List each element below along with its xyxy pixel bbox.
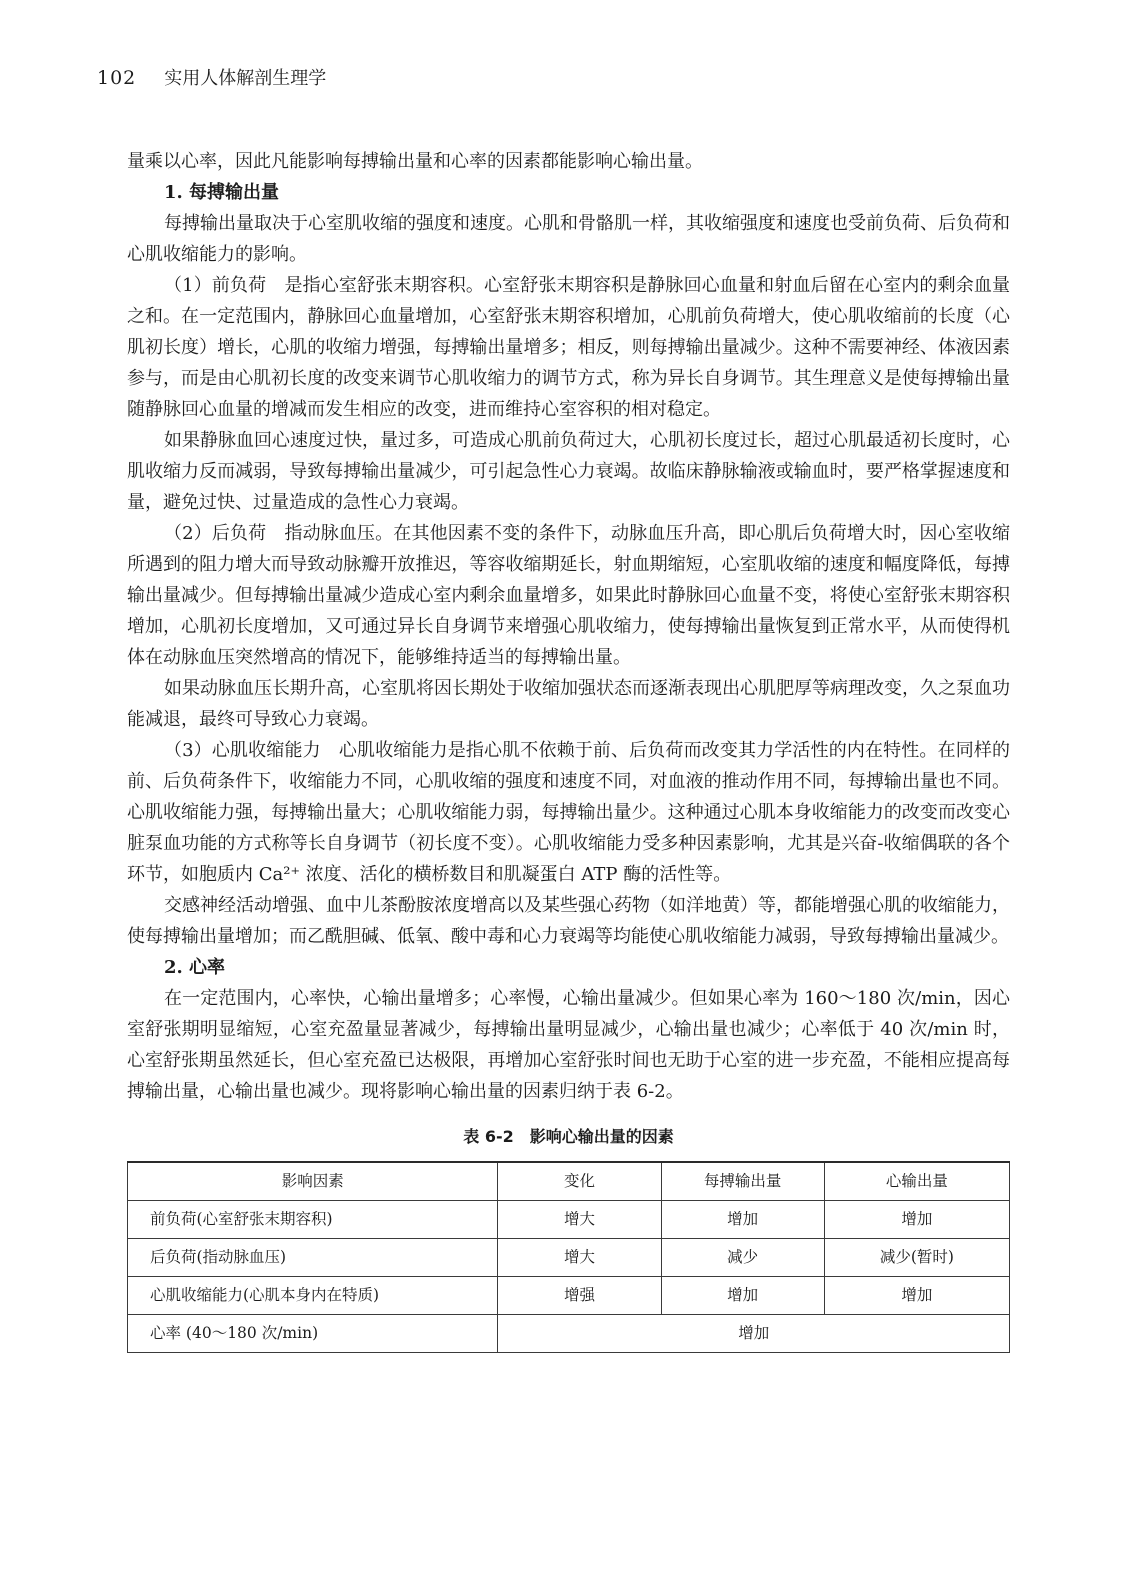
table-cell: 增强 — [498, 1276, 661, 1314]
table-cell: 后负荷(指动脉血压) — [128, 1238, 498, 1276]
page-body — [127, 146, 1010, 1353]
column-header-factor: 影响因素 — [128, 1162, 498, 1200]
book-title: 实用人体解剖生理学 — [164, 68, 327, 89]
paragraph-contractility: （3）心肌收缩能力 心肌收缩能力是指心肌不依赖于前、后负荷而改变其力学活性的内在特性。在同样的前、后负荷条件下，收缩能力不同，心肌收缩的强度和速度不同，对血液的推动作用不同，每搏输出量也不同。心肌收缩能力强，每搏输出量大；心肌收缩能力弱，每搏输出量少。这种通过心肌本身收缩能力的改变而改变心脏泵血功能的方式称等长自身调节（初长度不变）。心肌收缩能力受多种因素影响，尤其是兴奋-收缩偶联的各个环节，如胞质内 Ca²⁺ 浓度、活化的横桥数目和肌凝蛋白 ATP 酶的活性等。 — [127, 740, 1010, 885]
table-cell: 心率 (40～180 次/min) — [128, 1314, 498, 1352]
table-6-2 — [127, 1161, 1010, 1353]
page-number: 102 — [97, 67, 137, 89]
table-row-preload — [128, 1200, 1010, 1238]
column-header-cardiac-output: 心输出量 — [824, 1162, 1009, 1200]
table-title: 表 6-2 影响心输出量的因素 — [463, 1127, 674, 1146]
paragraph: 每搏输出量取决于心室肌收缩的强度和速度。心肌和骨骼肌一样，其收缩强度和速度也受前负荷、后负荷和心肌收缩能力的影响。 — [127, 213, 1010, 265]
paragraph: 交感神经活动增强、血中儿茶酚胺浓度增高以及某些强心药物（如洋地黄）等，都能增强心肌的收缩能力，使每搏输出量增加；而乙酰胆碱、低氧、酸中毒和心力衰竭等均能使心肌收缩能力减弱，导致每搏输出量减少。 — [127, 895, 1010, 947]
table-cell: 增大 — [498, 1238, 661, 1276]
table-cell: 前负荷(心室舒张末期容积) — [128, 1200, 498, 1238]
table-row-heart-rate — [128, 1314, 1010, 1352]
paragraph: 在一定范围内，心率快，心输出量增多；心率慢，心输出量减少。但如果心率为 160～180 次/min，因心室舒张期明显缩短，心室充盈量显著减少，每搏输出量明显减少，心输出量也减少；心率低于 40 次/min 时，心室舒张期虽然延长，但心室充盈已达极限，再增加心室舒张时间也无助于心室的进一步充盈，不能相应提高每搏输出量，心输出量也减少。现将影响心输出量的因素归纳于表 6-2。 — [127, 988, 1010, 1102]
page-header — [97, 64, 1010, 90]
section-heading-heart-rate: 2. 心率 — [164, 957, 226, 978]
column-header-change: 变化 — [498, 1162, 661, 1200]
table-cell: 增加 — [824, 1200, 1009, 1238]
table-block — [127, 1125, 1010, 1353]
table-cell: 增加 — [498, 1314, 1010, 1352]
table-header-row — [128, 1162, 1010, 1200]
table-cell: 减少(暂时) — [824, 1238, 1009, 1276]
table-cell: 增加 — [824, 1276, 1009, 1314]
paragraph: 如果动脉血压长期升高，心室肌将因长期处于收缩加强状态而逐渐表现出心肌肥厚等病理改变，久之泵血功能减退，最终可导致心力衰竭。 — [127, 678, 1010, 730]
paragraph-continuation: 量乘以心率，因此凡能影响每搏输出量和心率的因素都能影响心输出量。 — [127, 151, 703, 172]
table-cell: 增加 — [661, 1200, 824, 1238]
table-row-contractility — [128, 1276, 1010, 1314]
table-cell: 增大 — [498, 1200, 661, 1238]
column-header-stroke-volume: 每搏输出量 — [661, 1162, 824, 1200]
table-cell: 心肌收缩能力(心肌本身内在特质) — [128, 1276, 498, 1314]
paragraph: 如果静脉血回心速度过快，量过多，可造成心肌前负荷过大，心肌初长度过长，超过心肌最适初长度时，心肌收缩力反而减弱，导致每搏输出量减少，可引起急性心力衰竭。故临床静脉输液或输血时，要严格掌握速度和量，避免过快、过量造成的急性心力衰竭。 — [127, 430, 1010, 513]
table-cell: 增加 — [661, 1276, 824, 1314]
table-row-afterload — [128, 1238, 1010, 1276]
table-cell: 减少 — [661, 1238, 824, 1276]
paragraph-preload: （1）前负荷 是指心室舒张末期容积。心室舒张末期容积是静脉回心血量和射血后留在心室内的剩余血量之和。在一定范围内，静脉回心血量增加，心室舒张末期容积增加，心肌前负荷增大，使心肌收缩前的长度（心肌初长度）增长，心肌的收缩力增强，每搏输出量增多；相反，则每搏输出量减少。这种不需要神经、体液因素参与，而是由心肌初长度的改变来调节心肌收缩力的调节方式，称为异长自身调节。其生理意义是使每搏输出量随静脉回心血量的增减而发生相应的改变，进而维持心室容积的相对稳定。 — [127, 275, 1010, 420]
paragraph-afterload: （2）后负荷 指动脉血压。在其他因素不变的条件下，动脉血压升高，即心肌后负荷增大时，因心室收缩所遇到的阻力增大而导致动脉瓣开放推迟，等容收缩期延长，射血期缩短，心室肌收缩的速度和幅度降低，每搏输出量减少。但每搏输出量减少造成心室内剩余血量增多，如果此时静脉回心血量不变，将使心室舒张末期容积增加，心肌初长度增加，又可通过异长自身调节来增强心肌收缩力，使每搏输出量恢复到正常水平，从而使得机体在动脉血压突然增高的情况下，能够维持适当的每搏输出量。 — [127, 523, 1010, 668]
section-heading-stroke-volume: 1. 每搏输出量 — [164, 182, 280, 203]
